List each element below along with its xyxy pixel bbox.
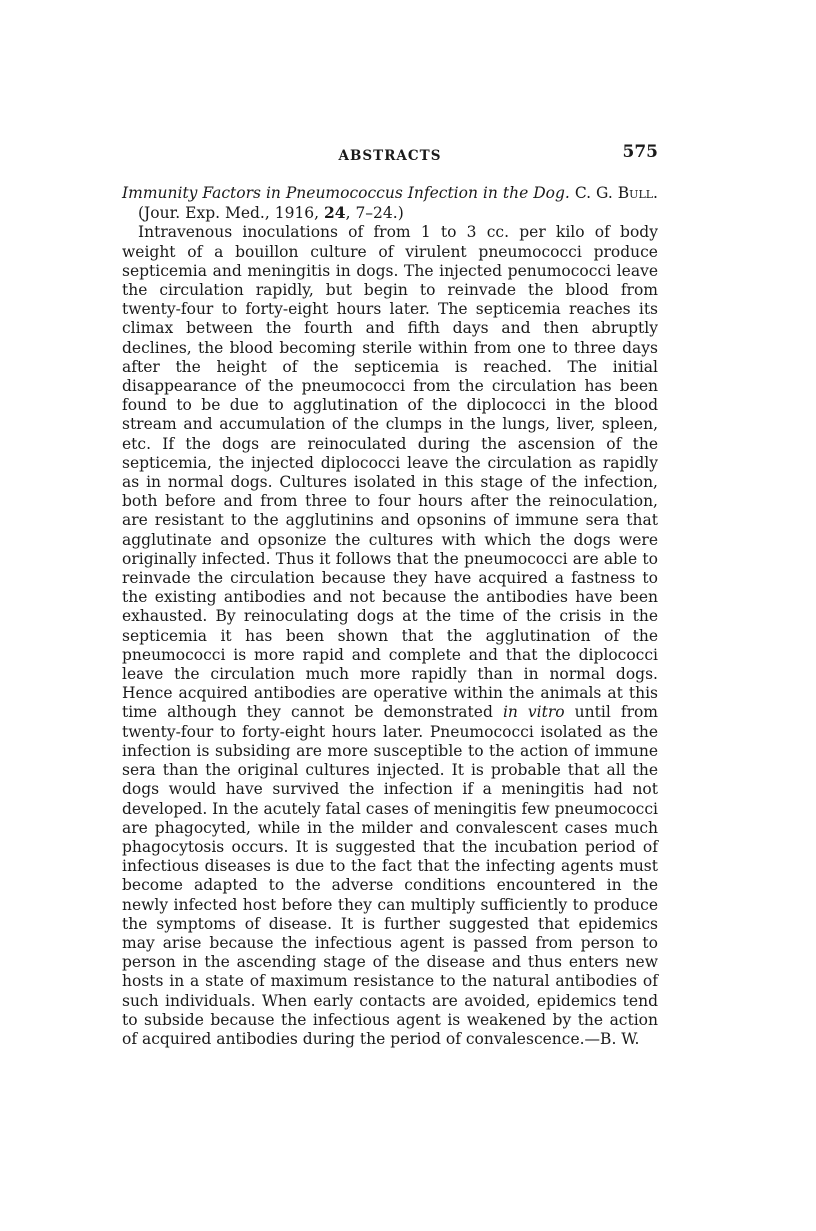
document-page: [122, 140, 658, 1049]
article-author: C. G. Bull.: [574, 184, 658, 202]
abstract-body-part-1: Intravenous inoculations of from 1 to 3 cc. per kilo of body weight of a bouillon culture of virulent pneumococci produce septicemia and meningitis in dogs. The injected penumococci leave the circulation rapidly, but begin to reinvade the blood from twenty-four to forty-eight hours later. The septicemia reaches its climax between the fourth and fifth days and then abruptly declines, the blood becoming sterile within from one to three days after the height of the septicemia is reached. The initial disappearance of the pneumococci from the circulation has been found to be due to agglutination of the diplococci in the blood stream and accumulation of the clumps in the lungs, liver, spleen, etc. If the dogs are reinoculated during the ascension of the septicemia, the injected diplococci leave the circulation as rapidly as in normal dogs. Cultures isolated in this stage of the infection, both before and from three to four hours after the reinoculation, are resistant to the agglutinins and opsonins of immune sera that agglutinate and opsonize the cultures with which the dogs were originally infected. Thus it follows that the pneumococci are able to reinvade the circulation because they have acquired a fastness to the existing antibodies and not because the antibodies have been exhausted. By reinoculating dogs at the time of the crisis in the septicemia it has been shown that the agglutination of the pneumococci is more rapid and complete and that the diplococci leave the circulation much more rapidly than in normal dogs. Hence acquired antibodies are operative within the animals at this time although they cannot be demonstrated: [122, 223, 658, 722]
abstract-heading: [122, 184, 658, 223]
running-header: [122, 140, 658, 174]
citation-prefix: (Jour. Exp. Med., 1916,: [138, 204, 325, 223]
page-number: 575: [622, 142, 658, 162]
citation-volume: 24: [324, 203, 346, 223]
citation-suffix: , 7–24.): [345, 204, 404, 223]
section-title: ABSTRACTS: [338, 148, 442, 164]
abstract-body-italic: in vitro: [502, 703, 565, 722]
abstract-entry: [122, 184, 658, 1049]
abstract-body: [122, 223, 658, 1049]
article-title: Immunity Factors in Pneumococcus Infection in the Dog.: [122, 184, 570, 202]
abstract-body-part-2: until from twenty-four to forty-eight hours later. Pneumococci isolated as the infection is subsiding are more susceptible to the action of immune sera than the original cultures injected. It is probable that all the dogs would have survived the infection if a meningitis had not developed. In the acutely fatal cases of meningitis few pneumococci are phagocyted, while in the milder and convalescent cases much phagocytosis occurs. It is suggested that the incubation period of infectious diseases is due to the fact that the infecting agents must become adapted to the adverse conditions encountered in the newly infected host before they can multiply sufficiently to produce the symptoms of disease. It is further suggested that epidemics may arise because the infectious agent is passed from person to person in the ascending stage of the disease and thus enters new hosts in a state of maximum resistance to the natural antibodies of such individuals. When early contacts are avoided, epidemics tend to subside because the infectious agent is weakened by the action of acquired antibodies during the period of convalescence.—B. W.: [122, 703, 659, 1048]
